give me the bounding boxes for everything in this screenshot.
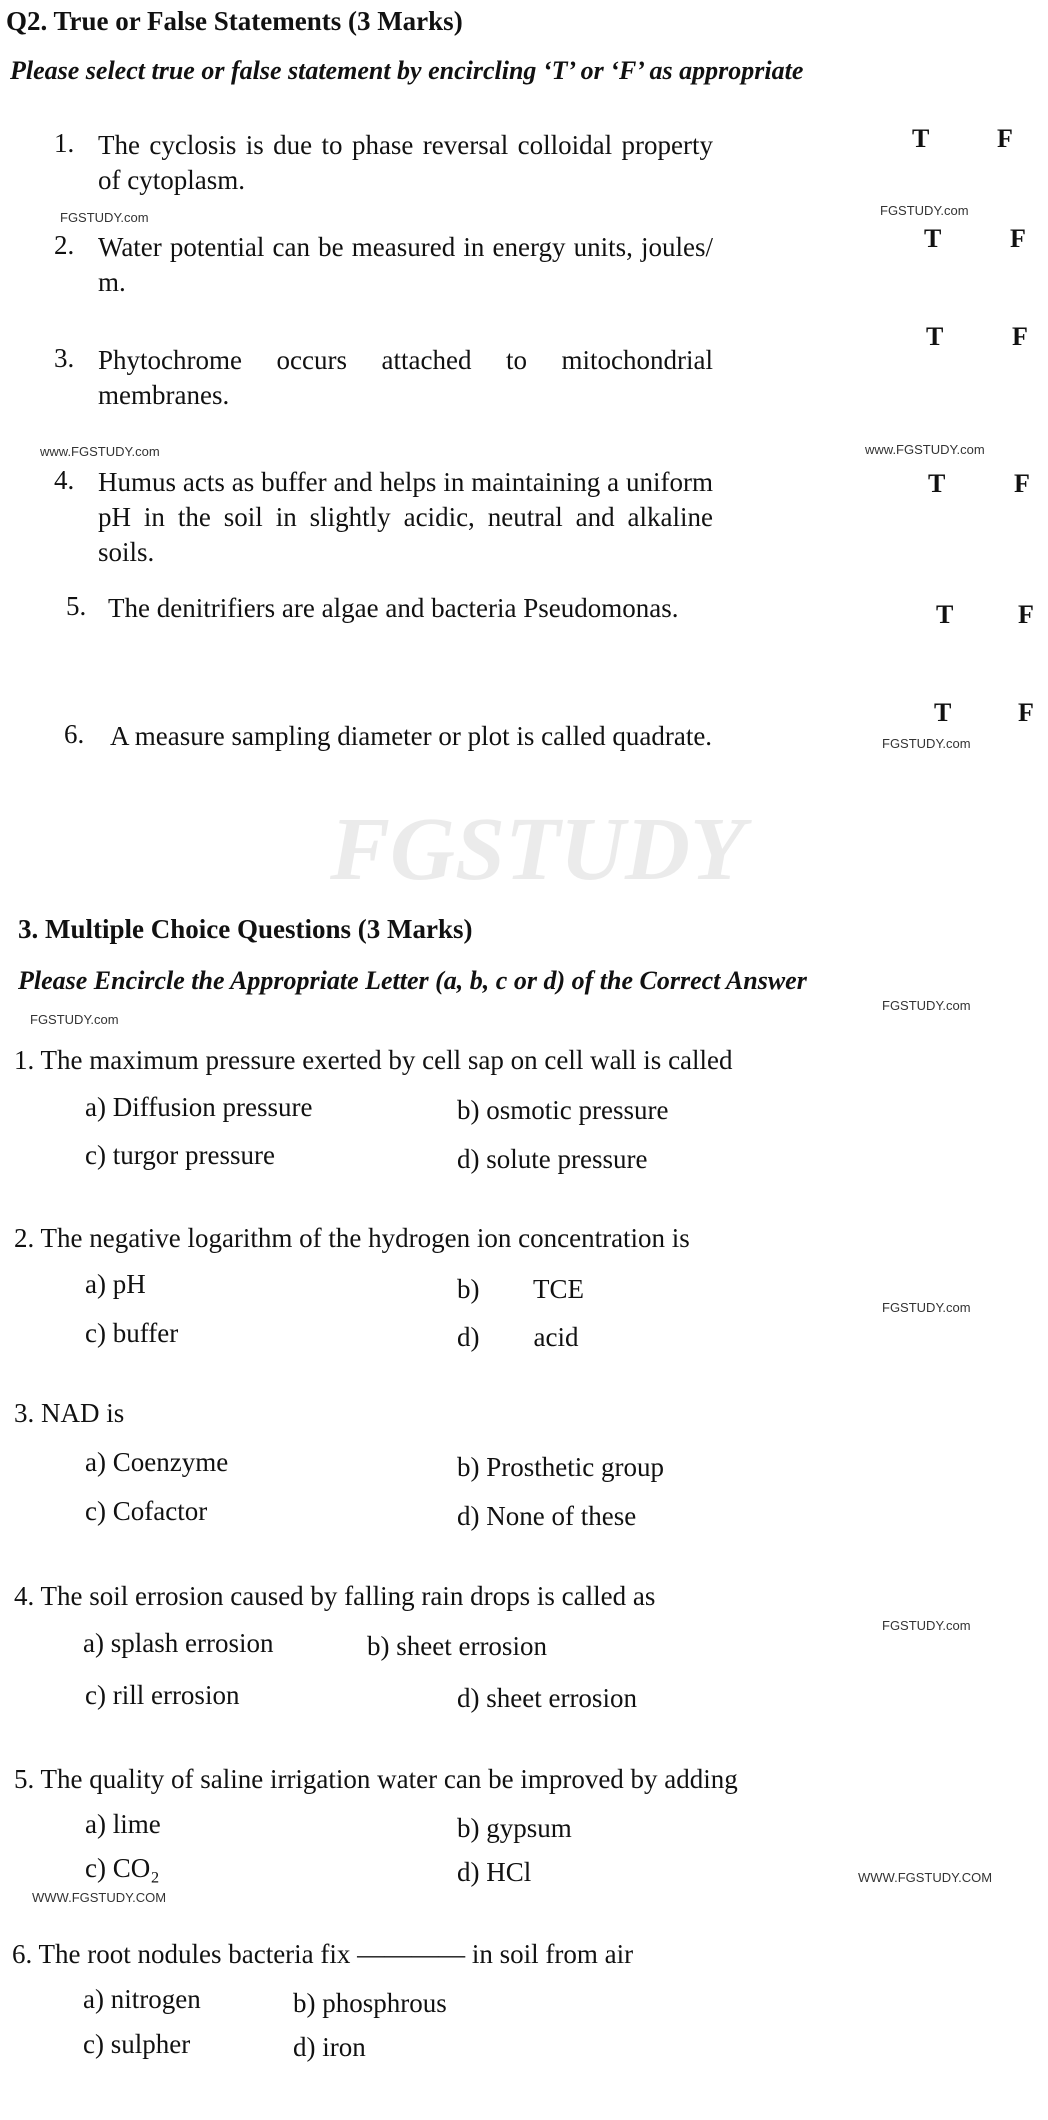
question-text: 3. NAD is xyxy=(14,1398,125,1428)
option-a[interactable]: a) lime xyxy=(85,1809,161,1839)
tf-item-text: Humus acts as buffer and helps in maintaining a uniform pH in the soil in slightly acidic, neutral and alkaline soils. xyxy=(98,467,713,567)
question-text: 4. The soil errosion caused by falling rain drops is called as xyxy=(14,1581,656,1611)
true-option[interactable]: T xyxy=(926,322,944,351)
false-option[interactable]: F xyxy=(1018,698,1034,727)
watermark: FGSTUDY.com xyxy=(60,210,149,225)
option-a[interactable]: a) splash errosion xyxy=(83,1628,274,1658)
false-option[interactable]: F xyxy=(1018,600,1034,629)
watermark: WWW.FGSTUDY.COM xyxy=(32,1890,167,1905)
option-b[interactable]: b) osmotic pressure xyxy=(457,1095,669,1125)
option-d[interactable]: d) sheet errosion xyxy=(457,1683,637,1713)
question-text: 5. The quality of saline irrigation water can be improved by adding xyxy=(14,1764,738,1794)
tf-item-number: 1. xyxy=(54,128,75,158)
option-b[interactable]: b) phosphrous xyxy=(293,1988,447,2018)
watermark: FGSTUDY.com xyxy=(882,736,971,751)
tf-item-number: 6. xyxy=(64,719,85,749)
tf-item-number: 5. xyxy=(66,591,87,621)
watermark: WWW.FGSTUDY.COM xyxy=(858,1870,993,1885)
tf-item-number: 2. xyxy=(54,230,75,260)
watermark: www.FGSTUDY.com xyxy=(40,444,160,459)
false-option[interactable]: F xyxy=(997,124,1013,153)
option-c[interactable]: c) rill errosion xyxy=(85,1680,240,1710)
mcq-instruction: Please Encircle the Appropriate Letter (a, b, c or d) of the Correct Answer xyxy=(18,966,807,995)
false-option[interactable]: F xyxy=(1010,224,1026,253)
tf-item-text: The cyclosis is due to phase reversal colloidal property of cytoplasm. xyxy=(98,130,713,195)
true-option[interactable]: T xyxy=(934,698,952,727)
option-b[interactable]: b) Prosthetic group xyxy=(457,1452,664,1482)
option-b[interactable]: b) TCE xyxy=(457,1274,584,1304)
watermark: FGSTUDY.com xyxy=(30,1012,119,1027)
tf-item-text: A measure sampling diameter or plot is called quadrate. xyxy=(110,721,713,751)
true-option[interactable]: T xyxy=(912,124,930,153)
option-c[interactable]: c) Cofactor xyxy=(85,1496,208,1526)
option-d[interactable]: d) None of these xyxy=(457,1501,637,1531)
question-text: 6. The root nodules bacteria fix ———— in soil from air xyxy=(12,1939,634,1969)
tf-section-title: Q2. True or False Statements (3 Marks) xyxy=(6,6,463,36)
option-d[interactable]: d) HCl xyxy=(457,1857,532,1887)
option-c[interactable]: c) turgor pressure xyxy=(85,1140,275,1170)
option-d[interactable]: d) solute pressure xyxy=(457,1144,648,1174)
tf-instruction: Please select true or false statement by encircling ‘T’ or ‘F’ as appropriate xyxy=(10,56,804,85)
false-option[interactable]: F xyxy=(1012,322,1028,351)
option-a[interactable]: a) nitrogen xyxy=(83,1984,201,2014)
option-c[interactable]: c) sulpher xyxy=(83,2029,191,2059)
true-option[interactable]: T xyxy=(936,600,954,629)
watermark: FGSTUDY.com xyxy=(880,203,969,218)
option-c[interactable]: c) buffer xyxy=(85,1318,179,1348)
background-watermark: FGSTUDY xyxy=(330,800,746,899)
option-c[interactable]: c) CO₂ xyxy=(85,1853,160,1883)
tf-item-text: Phytochrome occurs attached to mitochondrial membranes. xyxy=(98,345,713,410)
true-option[interactable]: T xyxy=(924,224,942,253)
option-a[interactable]: a) Diffusion pressure xyxy=(85,1092,313,1122)
option-b[interactable]: b) sheet errosion xyxy=(367,1631,547,1661)
tf-item-number: 4. xyxy=(54,465,75,495)
option-b[interactable]: b) gypsum xyxy=(457,1813,572,1843)
mcq-section-title: 3. Multiple Choice Questions (3 Marks) xyxy=(18,914,473,944)
question-text: 1. The maximum pressure exerted by cell sap on cell wall is called xyxy=(14,1045,733,1075)
tf-item-number: 3. xyxy=(54,343,75,373)
tf-item-text: The denitrifiers are algae and bacteria Pseudomonas. xyxy=(108,593,679,623)
watermark: FGSTUDY.com xyxy=(882,1618,971,1633)
tf-item-text: Water potential can be measured in energy units, joules/ m. xyxy=(98,232,713,297)
option-d[interactable]: d) iron xyxy=(293,2032,366,2062)
true-option[interactable]: T xyxy=(928,469,946,498)
watermark: www.FGSTUDY.com xyxy=(865,442,985,457)
watermark: FGSTUDY.com xyxy=(882,1300,971,1315)
option-a[interactable]: a) pH xyxy=(85,1269,146,1299)
option-d[interactable]: d) acid xyxy=(457,1322,579,1352)
option-a[interactable]: a) Coenzyme xyxy=(85,1447,229,1477)
false-option[interactable]: F xyxy=(1014,469,1030,498)
watermark: FGSTUDY.com xyxy=(882,998,971,1013)
question-text: 2. The negative logarithm of the hydrogen ion concentration is xyxy=(14,1223,690,1253)
